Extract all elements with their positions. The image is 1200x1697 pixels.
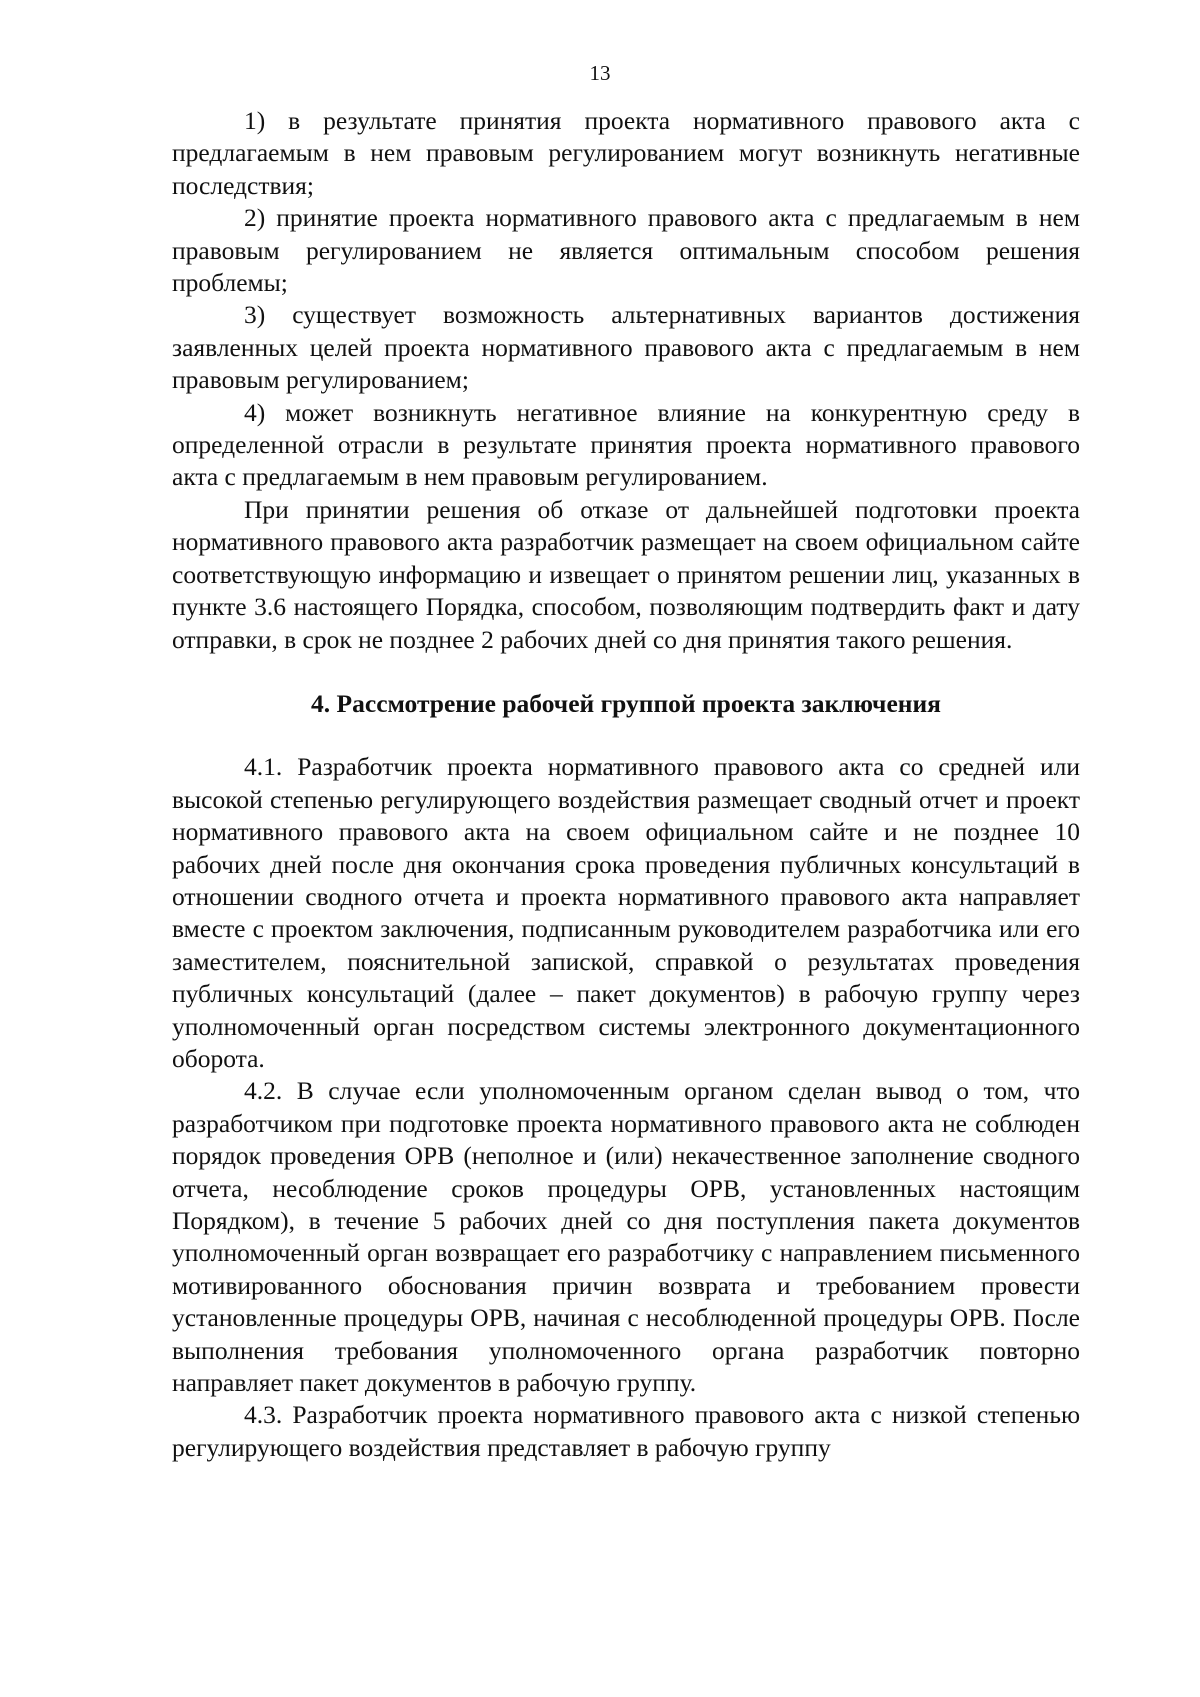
section-heading: 4. Рассмотрение рабочей группой проекта заключения — [311, 688, 941, 718]
paragraph-item-2: 2) принятие проекта нормативного правового акта с предлагаемым в нем правовым регулированием не является оптимальным способом решения проблемы; — [172, 203, 1080, 298]
paragraph-4-1: 4.1. Разработчик проекта нормативного правового акта со средней или высокой степенью регулирующего воздействия размещает сводный отчет и проект нормативного правового акта на своем официальном сайте и не позднее 10 рабочих дней после дня окончания срока проведения публичных консультаций в отношении сводного отчета и проекта нормативного правового акта направляет вместе с проектом заключения, подписанным руководителем разработчика или его заместителем, пояснительной запиской, справкой о результатах проведения публичных консультаций (далее – пакет документов) в рабочую группу через уполномоченный орган посредством системы электронного документационного оборота. — [172, 752, 1080, 1073]
paragraph-4-3: 4.3. Разработчик проекта нормативного правового акта с низкой степенью регулирующего воздействия представляет в рабочую группу — [172, 1400, 1080, 1462]
document-body — [172, 105, 1080, 1464]
paragraph-item-1: 1) в результате принятия проекта нормативного правового акта с предлагаемым в нем правовым регулированием могут возникнуть негативные последствия; — [172, 106, 1080, 200]
paragraph-item-4: 4) может возникнуть негативное влияние на конкурентную среду в определенной отрасли в результате принятия проекта нормативного правового акта с предлагаемым в нем правовым регулированием. — [172, 397, 1080, 492]
page-number: 13 — [589, 61, 611, 85]
paragraph-item-3: 3) существует возможность альтернативных вариантов достижения заявленных целей проекта нормативного правового акта с предлагаемым в нем правовым регулированием; — [172, 300, 1080, 395]
paragraph-refusal-notice: При принятии решения об отказе от дальнейшей подготовки проекта нормативного правового акта разработчик размещает на своем официальном сайте соответствующую информацию и извещает о принятом решении лиц, указанных в пункте 3.6 настоящего Порядка, способом, позволяющим подтвердить факт и дату отправки, в срок не позднее 2 рабочих дней со дня принятия такого решения. — [172, 494, 1080, 654]
paragraph-4-2: 4.2. В случае если уполномоченным органом сделан вывод о том, что разработчиком при подготовке проекта нормативного правового акта не соблюден порядок проведения ОРВ (неполное и (или) некачественное заполнение сводного отчета, несоблюдение сроков процедуры ОРВ, установленных настоящим Порядком), в течение 5 рабочих дней со дня поступления пакета документов уполномоченный орган возвращает его разработчику с направлением письменного мотивированного обоснования причин возврата и требованием провести установленные процедуры ОРВ, начиная с несоблюденной процедуры ОРВ. После выполнения требования уполномоченного органа разработчик повторно направляет пакет документов в рабочую группу. — [172, 1076, 1080, 1398]
